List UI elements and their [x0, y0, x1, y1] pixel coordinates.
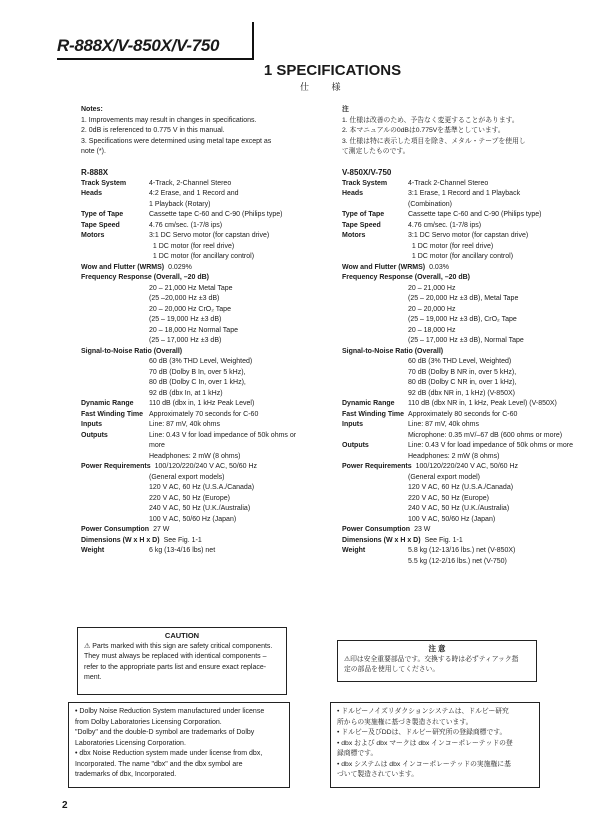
trademark-jp-line: づいて製造されています。: [337, 771, 419, 778]
spec-row: [81, 294, 336, 305]
spec-value: 5.8 kg (12-13/16 lbs.) net (V-850X): [408, 547, 516, 554]
spec-row: [342, 263, 582, 274]
spec-value: 100 V AC, 50/60 Hz (Japan): [149, 515, 237, 523]
spec-row: [342, 536, 582, 547]
spec-label: Dynamic Range: [81, 400, 134, 407]
spec-label: Type of Tape: [342, 211, 385, 218]
spec-label: Wow and Flutter (WRMS): [342, 263, 426, 271]
spec-row: [81, 336, 336, 347]
spec-value: (25 – 17,000 Hz ±3 dB): [149, 337, 222, 344]
spec-label: Motors: [81, 232, 105, 239]
spec-label: Power Requirements: [342, 463, 412, 470]
spec-value: (25 – 19,000 Hz ±3 dB): [149, 316, 222, 323]
spec-value: Line: 87 mV, 40k ohms: [149, 421, 220, 428]
spec-value: 5.5 kg (12-2/16 lbs.) net (V-750): [408, 557, 507, 565]
spec-row: [81, 378, 336, 389]
spec-value: 4-Track, 2-Channel Stereo: [149, 179, 232, 187]
spec-label: Signal-to-Noise Ratio (Overall): [81, 347, 183, 355]
spec-label: Tape Speed: [342, 221, 381, 229]
spec-value: 20 – 20,000 Hz: [408, 305, 456, 313]
spec-label: Inputs: [342, 421, 363, 428]
spec-value: 4.76 cm/sec. (1-7/8 ips): [408, 221, 482, 229]
page-title-jp: 仕 様: [300, 82, 351, 92]
spec-value: 6 kg (13-4/16 lbs) net: [149, 547, 216, 554]
spec-row: [342, 515, 582, 526]
spec-row: [342, 473, 582, 484]
spec-row: [342, 242, 582, 253]
model-header: R-888X/V-850X/V-750: [57, 36, 220, 55]
spec-value: 100/120/220/240 V AC, 50/60 Hz: [415, 463, 518, 470]
spec-row: [81, 305, 336, 316]
spec-row: [342, 546, 582, 557]
spec-row: [342, 200, 582, 211]
spec-label: Tape Speed: [81, 221, 120, 229]
spec-row: [81, 221, 336, 232]
spec-row: [81, 399, 336, 410]
spec-row: [81, 263, 336, 274]
spec-value: 0.029%: [168, 263, 192, 271]
spec-value: Line: 87 mV, 40k ohms: [408, 421, 479, 428]
spec-row: [342, 368, 582, 379]
spec-label: Fast Winding Time: [81, 410, 144, 418]
caution-line: refer to the appropriate parts list and ensure exact replace-: [84, 663, 267, 671]
spec-value: Approximately 70 seconds for C-60: [149, 410, 259, 418]
note-jp-item: 3. 仕様は特に表示した項目を除き、メタル・テープを使用し: [342, 137, 526, 145]
spec-row: [342, 410, 582, 421]
spec-value: Cassette tape C-60 and C-90 (Philips type): [408, 211, 542, 218]
trademark-jp-box: [330, 702, 540, 788]
spec-row: [342, 431, 582, 442]
trademark-jp-line: 録商標です。: [337, 750, 378, 757]
spec-row: [342, 315, 582, 326]
spec-row: [81, 210, 336, 221]
spec-row: [81, 179, 336, 190]
spec-row: [342, 221, 582, 232]
spec-value: 100 V AC, 50/60 Hz (Japan): [408, 515, 496, 523]
spec-value: 92 dB (dbx In, at 1 kHz): [149, 389, 223, 397]
trademark-jp-line: • dbx システムは dbx インコーポレーテッドの実施権に基: [337, 760, 511, 768]
note-item: note (*).: [81, 148, 106, 155]
spec-row: [342, 494, 582, 505]
spec-label: Outputs: [81, 431, 108, 439]
spec-row: [342, 378, 582, 389]
spec-label: Power Consumption: [81, 526, 150, 533]
spec-value: Cassette tape C-60 and C-90 (Philips type): [149, 211, 283, 218]
spec-label: Dynamic Range: [342, 400, 395, 407]
spec-value: 3:1 DC Servo motor (for capstan drive): [149, 232, 270, 239]
spec-row: [81, 525, 336, 536]
note-item: 3. Specifications were determined using metal tape except as: [81, 137, 272, 145]
spec-value: Approximately 80 seconds for C-60: [408, 410, 518, 418]
spec-value: 4-Track 2-Channel Stereo: [408, 179, 489, 187]
spec-value: 20 – 21,000 Hz: [408, 284, 456, 292]
spec-row: [81, 231, 336, 242]
spec-value: 1 DC motor (for ancillary control): [149, 253, 255, 260]
spec-value: (Combination): [408, 200, 452, 208]
spec-row: [81, 546, 336, 557]
caution-jp-line: ⚠印は安全重要部品です。交換する時は必ずティアック指: [344, 655, 519, 663]
trademark-line: • Dolby Noise Reduction System manufactured under license: [75, 708, 265, 715]
spec-row: [342, 305, 582, 316]
trademark-box: [68, 702, 290, 788]
spec-value: 0.03%: [429, 263, 449, 271]
spec-label: Heads: [81, 190, 103, 197]
spec-label: Frequency Response (Overall, –20 dB): [81, 274, 209, 281]
spec-row: [342, 525, 582, 536]
spec-row: [81, 347, 336, 358]
spec-value: 60 dB (3% THD Level, Weighted): [408, 358, 512, 365]
spec-row: [342, 462, 582, 473]
spec-row: [81, 357, 336, 368]
spec-value: 220 V AC, 50 Hz (Europe): [408, 494, 489, 502]
spec-value: 220 V AC, 50 Hz (Europe): [149, 494, 230, 502]
spec-row: [81, 200, 336, 211]
spec-value: (25 – 20,000 Hz ±3 dB), Metal Tape: [408, 295, 519, 302]
note-item: 2. 0dB is referenced to 0.775 V in this manual.: [81, 127, 225, 134]
page-number: 2: [62, 800, 68, 811]
spec-row: [342, 284, 582, 295]
note-jp-item: て測定したものです。: [342, 148, 410, 155]
spec-value: 4.76 cm/sec. (1-7/8 ips): [149, 221, 223, 229]
header-divider: [252, 22, 254, 60]
spec-row: [81, 252, 336, 263]
spec-label: Heads: [342, 190, 364, 197]
spec-row: [342, 231, 582, 242]
spec-row: [342, 210, 582, 221]
spec-row: [342, 441, 582, 452]
spec-value: 1 DC motor (for reel drive): [408, 242, 494, 250]
spec-value: Microphone: 0.35 mV/–67 dB (600 ohms or more): [408, 431, 563, 439]
spec-value: Headphones: 2 mW (8 ohms): [408, 452, 500, 460]
spec-value: 70 dB (Dolby B In, over 5 kHz),: [149, 368, 246, 376]
spec-label: Dimensions (W x H x D): [81, 536, 160, 544]
spec-row: [81, 284, 336, 295]
caution-line: ment.: [84, 674, 102, 681]
spec-row: [81, 494, 336, 505]
spec-row: [342, 294, 582, 305]
caution-jp-title: 注 意: [428, 644, 446, 653]
trademark-line: from Dolby Laboratories Licensing Corporation.: [75, 718, 222, 726]
note-item: 1. Improvements may result in changes in specifications.: [81, 116, 257, 124]
caution-jp-box: [337, 640, 537, 682]
spec-value: (25 – 17,000 Hz ±3 dB), Normal Tape: [408, 337, 524, 344]
spec-value: 3:1 Erase, 1 Record and 1 Playback: [408, 190, 521, 197]
spec-row: [342, 420, 582, 431]
spec-row: [81, 473, 336, 484]
notes-jp-heading: 注: [342, 106, 349, 113]
trademark-line: Incorporated. The name "dbx" and the dbx symbol are: [75, 760, 243, 768]
spec-value: 4:2 Erase, and 1 Record and: [149, 190, 239, 197]
spec-row: [342, 189, 582, 200]
spec-label: Motors: [342, 232, 366, 239]
spec-row: [81, 483, 336, 494]
trademark-jp-line: • ドルビー及びDDは、ドルビー研究所の登録商標です。: [337, 729, 507, 736]
spec-value: 80 dB (Dolby C In, over 1 kHz),: [149, 379, 246, 386]
spec-value: Line: 0.43 V for load impedance of 50k ohms or more: [408, 442, 573, 449]
spec-value: 100/120/220/240 V AC, 50/60 Hz: [154, 463, 257, 470]
trademark-jp-line: 所からの実施権に基づき製造されています。: [337, 718, 473, 726]
spec-value: (25 – 19,000 Hz ±3 dB), CrO₂ Tape: [408, 316, 517, 323]
spec-row: [342, 347, 582, 358]
trademark-line: Laboratories Licensing Corporation.: [75, 739, 186, 747]
spec-value: 3:1 DC Servo motor (for capstan drive): [408, 232, 529, 239]
spec-value: 240 V AC, 50 Hz (U.K./Australia): [408, 505, 510, 512]
spec-label: Track System: [342, 179, 388, 187]
spec-label: Power Consumption: [342, 526, 411, 533]
spec-value: 27 W: [153, 526, 170, 533]
spec-value: 92 dB (dbx NR in, 1 kHz) (V-850X): [408, 389, 515, 397]
spec-label: Fast Winding Time: [342, 410, 405, 418]
spec-row: [81, 315, 336, 326]
page-title: 1 SPECIFICATIONS: [263, 62, 402, 79]
spec-row: [342, 399, 582, 410]
caution-title: CAUTION: [164, 631, 200, 640]
spec-row: [81, 462, 336, 473]
spec-row: [81, 452, 336, 463]
spec-value: 80 dB (Dolby C NR in, over 1 kHz),: [408, 379, 517, 386]
spec-row: [81, 420, 336, 431]
spec-label: Outputs: [342, 442, 369, 449]
spec-row: [342, 452, 582, 463]
notes-jp: [342, 105, 567, 158]
spec-row: [81, 431, 336, 442]
caution-line: ⚠ Parts marked with this sign are safety critical components.: [84, 642, 273, 650]
spec-row: [81, 441, 336, 452]
header-rule: [57, 58, 253, 60]
spec-value: See Fig. 1-1: [163, 536, 202, 544]
spec-row: [81, 273, 336, 284]
spec-label: Type of Tape: [81, 211, 124, 218]
note-jp-item: 1. 仕様は改善のため、予告なく変更することがあります。: [342, 116, 519, 124]
notes-heading: Notes:: [81, 106, 103, 113]
spec-value: 110 dB (dbx NR in, 1 kHz, Peak Level) (V-850X): [408, 400, 557, 407]
spec-row: [81, 504, 336, 515]
spec-row: [342, 483, 582, 494]
spec-label: Dimensions (W x H x D): [342, 536, 421, 544]
spec-value: 240 V AC, 50 Hz (U.K./Australia): [149, 505, 251, 512]
note-jp-item: 2. 本マニュアルの0dBは0.775Vを基準としています。: [342, 127, 505, 134]
spec-value: See Fig. 1-1: [424, 536, 463, 544]
spec-label: Power Requirements: [81, 463, 151, 470]
trademark-jp-line: • ドルビーノイズリダクションシステムは、ドルビー研究: [337, 708, 509, 715]
caution-box: [77, 627, 287, 695]
spec-value: Line: 0.43 V for load impedance of 50k ohms or: [149, 431, 297, 439]
spec-value: 20 – 18,000 Hz: [408, 326, 456, 334]
spec-label: Frequency Response (Overall, –20 dB): [342, 274, 470, 281]
spec-row: [342, 557, 582, 568]
spec-value: 20 – 18,000 Hz Normal Tape: [149, 326, 238, 334]
spec-value: 70 dB (Dolby B NR in, over 5 kHz),: [408, 368, 517, 376]
caution-jp-line: 定の部品を使用してください。: [344, 666, 440, 673]
spec-value: 20 – 21,000 Hz Metal Tape: [149, 284, 233, 292]
spec-row: [342, 357, 582, 368]
section-title: R-888X: [81, 168, 109, 177]
trademark-jp-line: • dbx および dbx マークは dbx インコーポレーテッドの登: [337, 739, 513, 747]
spec-value: Headphones: 2 mW (8 ohms): [149, 452, 241, 460]
spec-value: 120 V AC, 60 Hz (U.S.A./Canada): [408, 484, 514, 491]
spec-row: [342, 273, 582, 284]
spec-value: 1 DC motor (for reel drive): [149, 242, 235, 250]
spec-value: more: [149, 442, 165, 449]
spec-value: 120 V AC, 60 Hz (U.S.A./Canada): [149, 484, 255, 491]
spec-row: [81, 515, 336, 526]
spec-row: [81, 389, 336, 400]
spec-value: (General export model): [408, 473, 480, 481]
spec-row: [342, 504, 582, 515]
notes-en: [81, 105, 331, 158]
spec-value: 20 – 20,000 Hz CrO₂ Tape: [149, 305, 231, 313]
spec-value: (25 –20,000 Hz ±3 dB): [149, 295, 220, 302]
spec-row: [342, 326, 582, 337]
spec-label: Signal-to-Noise Ratio (Overall): [342, 347, 444, 355]
trademark-line: trademarks of dbx, Incorporated.: [75, 771, 177, 778]
caution-line: They must always be replaced with identical components –: [84, 653, 267, 660]
spec-column-v850x: [342, 168, 582, 567]
section-title: V-850X/V-750: [342, 168, 392, 177]
spec-value: (General export models): [149, 473, 225, 481]
spec-row: [81, 410, 336, 421]
spec-row: [342, 252, 582, 263]
trademark-line: "Dolby" and the double-D symbol are trademarks of Dolby: [75, 729, 255, 736]
spec-label: Weight: [81, 547, 105, 554]
spec-row: [342, 389, 582, 400]
trademark-line: • dbx Noise Reduction system made under license from dbx,: [75, 750, 263, 757]
spec-value: 23 W: [414, 526, 431, 533]
spec-label: Track System: [81, 179, 127, 187]
spec-row: [81, 368, 336, 379]
spec-column-r888x: [81, 168, 336, 557]
spec-row: [81, 189, 336, 200]
spec-row: [81, 326, 336, 337]
spec-label: Inputs: [81, 421, 102, 428]
spec-row: [81, 242, 336, 253]
spec-row: [342, 336, 582, 347]
spec-value: 1 DC motor (for ancillary control): [408, 253, 514, 260]
spec-label: Weight: [342, 547, 366, 554]
spec-label: Wow and Flutter (WRMS): [81, 263, 165, 271]
spec-value: 110 dB (dbx in, 1 kHz Peak Level): [149, 400, 255, 407]
spec-value: 60 dB (3% THD Level, Weighted): [149, 358, 253, 365]
spec-row: [81, 536, 336, 547]
spec-row: [342, 179, 582, 190]
spec-value: 1 Playback (Rotary): [149, 200, 211, 208]
